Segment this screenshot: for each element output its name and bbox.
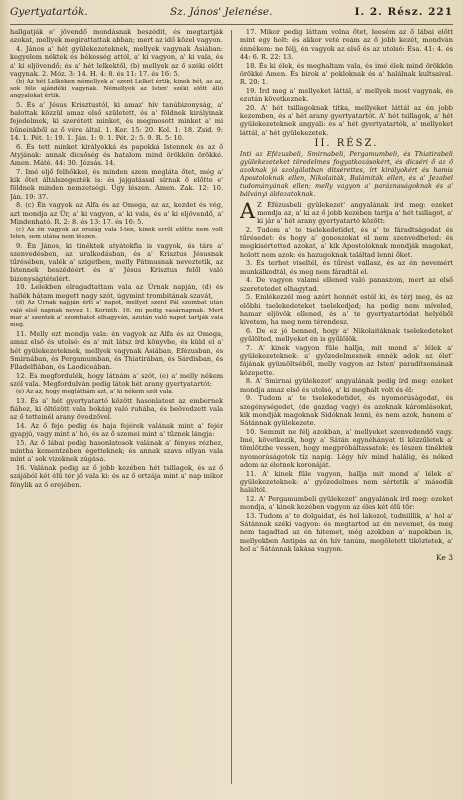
- verse-text: Z Éfézusbeli gyülekezet' angyalának írd meg: ezeket mondja az, a' ki az ő jobb kezében tartja a' hét tsillagot, a' ki jár a' hét arany gyertyatartó között:: [257, 200, 453, 226]
- verse-text: (e) Az az, hogy megláthám azt, a' ki nékem szól vala.: [16, 388, 174, 395]
- verse-text: (b) Az hét Lelkeken némellyek a' szent Lelket értik, kinek hét, az az, sok féle ajándéki vagynak. Némellyek az Isten' széki előtt álló angyalokat értik.: [10, 78, 224, 100]
- running-header: [10, 6, 453, 25]
- verse: [240, 104, 453, 137]
- verse-text: hallgatják e' jövendő mondásnak beszédit, és megtartják azokat, mellyek megirattattak abban; mert az idő közel vagyon.: [10, 28, 224, 45]
- footnote: [10, 300, 223, 329]
- verse-text: 8. (c) Én vagyok az Alfa és az Omega, az az, kezdet és vég, azt mondja az Úr, a' ki vagyon, a' ki vala, és a' ki eljövendő, a' Mindenható. R. 2: 8. és 13: 17. és 16: 5.: [10, 201, 224, 226]
- verse-text: 5. Emlékezzél meg azért honnét estél ki, és térj meg, és az előbbi tselekedeteket tselekedjed; ha pedig nem míveled, hamar eljövök ellened, és a' te gyertyatartódat helyéből kivetem, ha meg nem térendesz.: [239, 293, 453, 327]
- verse: [240, 293, 453, 326]
- verse: [10, 330, 223, 371]
- verse: [10, 143, 223, 168]
- verse-text: 4. De vagyon valami ellened való panaszom, mert az első szeretetedet elhagytad.: [239, 276, 453, 293]
- verse: [10, 242, 223, 283]
- verse-text: 18. És ki élek, és meghaltam vala, és imé élek mind örökkön örökké Amen. És birok a' pokloknak és a' halálnak kultsaival. R. 20: 1.: [239, 61, 453, 86]
- header-chapter: I. 2. Rész.: [354, 6, 424, 18]
- header-left-title: Gyertyatartók.: [10, 6, 88, 18]
- verse: [10, 28, 223, 45]
- header-chapter-and-page: [355, 6, 453, 18]
- verse-text: 13. És a' hét gyertyatartó között hasonlatost az embernek fiához, ki öltözött vala bokáig való ruhába, és beövedzett vala az ő tetteinél arany övedzővel.: [10, 396, 224, 422]
- header-book-title: Sz. János' Jelenése.: [169, 6, 273, 18]
- verse-text: 17. Mikor pedig láttam volna őtet, leesém az ő lábai előtt mint egy holt: és akkor veté reám az ő jobb kezét, mondván énnékem: ne félj, én vagyok az első és az utolsó: Ésa. 41: 4. és 44: 6. R. 22: 13.: [239, 28, 453, 61]
- verse-text: 19. Írd meg a' mellyeket láttál, a' mellyek most vagynak, és ezután következnek.: [239, 86, 453, 103]
- drop-cap: A: [239, 198, 256, 223]
- verse: [240, 377, 453, 394]
- verse: [240, 62, 453, 87]
- verse-text: 2. Tudom a' te tselekedetidet, és a' te fáradtságodat és tűrésedet: és hogy a' gonoszokat el nem szenvedheted: és megkisértetted azokat, a' kik Apostoloknak mondják magokat, holott nem azok: és hazugoknak találtad lenni őket.: [239, 225, 453, 259]
- verse-text: 20. A' hét tsillagoknak titka, mellyeket láttál az én jobb kezemben, és a' hét arany gyertyatartót. A' hét tsillagok, a' hét gyülekezeteknek angyali: és a' hét gyertyatartók, a' mellyeket láttál, a' hét gyülekezetek.: [239, 103, 453, 137]
- verse: [10, 45, 223, 78]
- verse-text: 12. És megfordulék, hogy látnám a' szót, (e) a' melly nékem szól vala. Megfordulván pedig látok hét arany gyertyatartót:: [10, 371, 224, 389]
- verse-text: 14. Az ő feje pedig és haja fejérek valának mint a' fejér gyapjú, vagy mint a' hó, és az ő szemei mint a' tűznek lángja:: [10, 421, 224, 439]
- verse: [240, 327, 453, 344]
- verse-text: 9. Én János, ki tinéktek atyátokfia is vagyok, és társ a' szenvedésben, az uralkodásban, és a' Krisztus Jésusnak tűrésében, valék a' szigetben, melly Pátmusnak neveztetik, az Istennek beszédéért és a' Jésus Krisztus felől való bizonyságtételért.: [10, 241, 224, 283]
- verse: [10, 372, 223, 389]
- verse-text: 13. Tudom a' te dolgaidat, és hol lakozol, tudniillik, a' hol a' Sátánnak széki vagyon: és megtartod az én nevemet, és meg nem tagadtad az én hitemet, még azokban a' napokban is, mellyekben Antipás az én hív tanúm, megöletett tiköztetek, a' hol a' Sátánnak lakása vagyon.: [239, 511, 453, 553]
- verse: [10, 439, 223, 464]
- verse: [240, 428, 453, 469]
- verse: [240, 495, 453, 512]
- verse-text: 5. És a' Jésus Krisztustól, ki amaz' hív tanúbizonyság, a' halottak közzül amaz első született, és a' földnek királyinak fejedelmek, ki szerétett minket, és megmosott minket a' mi bűneinkből az ő vére által. 1. Kor. 15: 20. Kol. 1: 18. Zsid. 9: 14. 1. Pét. 1: 19. 1. Ján. 1: 9. 1. Pét. 2: 5. 9. R. 5: 10.: [10, 100, 224, 142]
- verse-text: 8. A' Smirnai gyülekezet' angyalának pedig írd meg: ezeket mondja amaz első és utolsó, a' ki meghalt volt és él:: [239, 377, 453, 394]
- verse-text: 4. János a' hét gyülekezeteknek, mellyek vagynak Ásiában: kegyelem néktek és békesség attól, a' ki vagyon, a' ki vala, és a' ki eljövendő; és a' hét lelkektől, (b) mellyek az ő széki előtt vagynak. 2. Móz. 3: 14. H. 4: 8. és 11: 17. és 16: 5.: [10, 45, 224, 78]
- right-column: [240, 28, 453, 786]
- page-number: 221: [428, 6, 453, 18]
- verse-text: 7. A' kinek vagyon füle hallja, mit mond a' lélek a' gyülekezeteknek: a' győzedelmesnek ennék adok az élet' fájának gyümöltséből, melly vagyon az Isten' paradítsomának közepette.: [239, 343, 453, 377]
- chapter-1-end: [240, 28, 453, 137]
- verse: [10, 422, 223, 439]
- verse-text: 3. És terhet viseltél, és tűrést vallasz, és az én nevemért munkálkodtál, és meg nem fáradtál el.: [239, 259, 453, 276]
- footnote: [10, 79, 223, 101]
- verse: [240, 259, 453, 276]
- verse-text: 11. Melly ezt mondja vala: én vagyok az Alfa és az Omega, amaz első és utolsó: és a' mit látsz írd könyvbe, és küld el a' hét gyülekezeteknek, mellyek vagynak Ásiában, Efézusban, és Smirnában, és Pergamumban, és Thiatirában, és Sárdisban, és Filadelfiában, és Laodiceában.: [10, 330, 224, 372]
- catchword: Ke 3: [436, 553, 453, 563]
- verse: [239, 198, 453, 226]
- verse-text: 12. A' Pergamumbeli gyülekezet' angyalának írd meg: ezeket mondja, a' kinek kezében vagyon az éles két élű tőr:: [239, 494, 453, 512]
- verse: [10, 397, 223, 422]
- verse-text: 11. A' kinek füle vagyon, hallja mit mond a' lélek a' gyülekezeteknek: a' győzedelmes nem sértetik a' második haláltól.: [239, 469, 453, 495]
- chapter-summary: Inti az Efézusbeli, Smirnabeli, Pergamumbeli, és Thiatirabeli gyülekezeteket töredelmes fogyatkozásokért, és dicséri ő az ő azoknak jó szolgálatban ditsérettes, írt királyokért és hamis Apostoloknak ellen, Nikolaiták, Balámiták ellen, és a' Jezabel tudományának ellen; melly vagyon a' paráznaságoknak és a' bálványi áldozatoknak.: [239, 150, 453, 199]
- verse-text: 6. És tett minket királyokká és papokká Istennek és az ő Atyjának: annak dicsőség és hatalom mind örökkön örökké. Amen. Máté. 44: 30. Jézsás. 14.: [10, 142, 224, 168]
- verse: [10, 168, 223, 201]
- verse-text: 10. Lelekben elragadtattam vala az Úrnak napján, (d) és hallék hátam megett nagy szót, úgymint trombitának szavát,: [10, 283, 224, 300]
- part-title: II. RÉSZ.: [314, 137, 379, 149]
- verse: [10, 283, 223, 300]
- verse-text: 16. Valának pedig az ő jobb kezében hét tsillagok, és az ő szájából két élű tér jő vala ki: és az ő ortzája mint a' nap mikor fénylik az ő erejében.: [10, 464, 224, 489]
- verse-text: (d) Az Úrnak napján érti a' napot, mellyet szent Pál szombat után való első napnak nevez 1. Korinth. 16. mi pedig vasárnapnak. Mert mar a' szentek a' szombatot elhagyván, azután való napot tartják vala meg.: [10, 300, 224, 329]
- verse-text: 6. De ez jó benned, hogy a' Nikolaitáknak tselekedeteket gyűlölted, mellyeket én is gyűlölök.: [239, 326, 453, 344]
- verse: [10, 101, 223, 142]
- verse: [10, 464, 223, 489]
- verse: [240, 344, 453, 377]
- verse-text: 9. Tudom a' te tselekedetidet, és nyomorúságodat, és szegénységedet, (de gazdag vagy) és azoknak káromlásokat, kik mondják magoknak Sidóknak lenni, és nem azok, hanem a' Sátánnak gyülekezete.: [239, 394, 453, 428]
- verse-text: (c) Az én vagyok az ország vala I-ten, kinek erről előtte nem volt Isten, sem utána nem lészen.: [10, 226, 224, 240]
- verse: [240, 512, 453, 553]
- chapter-2-text: [239, 198, 453, 554]
- verse-text: 15. Az ő lábai pedig hasonlatosok valának a' fényes rézhez, mintha kementzében égetteknek; és annak szava ollyan vala mint a' sok vizeknek zúgása.: [10, 438, 224, 464]
- footnote: [10, 227, 223, 242]
- verse: [240, 470, 453, 495]
- text-columns: [10, 28, 453, 786]
- footnote: [10, 389, 223, 396]
- verse: [240, 394, 453, 427]
- verse: [10, 201, 223, 226]
- verse: [240, 276, 453, 293]
- verse: [240, 87, 453, 104]
- verse-text: 7. Imé eljő felhőkkel, és minden szem megláta őtet, még a' kik őtet általszegezték is: és jajgatással sírnak ő előtte e' földnek minden nemzetségi. Úgy lészen. Amen. Zak. 12: 10. Ján. 19: 37.: [10, 167, 224, 201]
- verse: [240, 226, 453, 259]
- verse: [240, 28, 453, 61]
- verse-text: 10. Semmit ne félj azokban, a' mellyeket szenvedendő vagy. Imé, következik, hogy a' Sátán egynéhányat ti közzűletek a' tömlötzbe vessen, hogy megpróbáltassatok: és lészen tinéktek nyomorúságotok tíz napig. Légy hív mind halálig, és néked adom az életnek koronáját.: [239, 427, 453, 469]
- column-divider: [231, 30, 232, 784]
- left-column: [10, 28, 223, 786]
